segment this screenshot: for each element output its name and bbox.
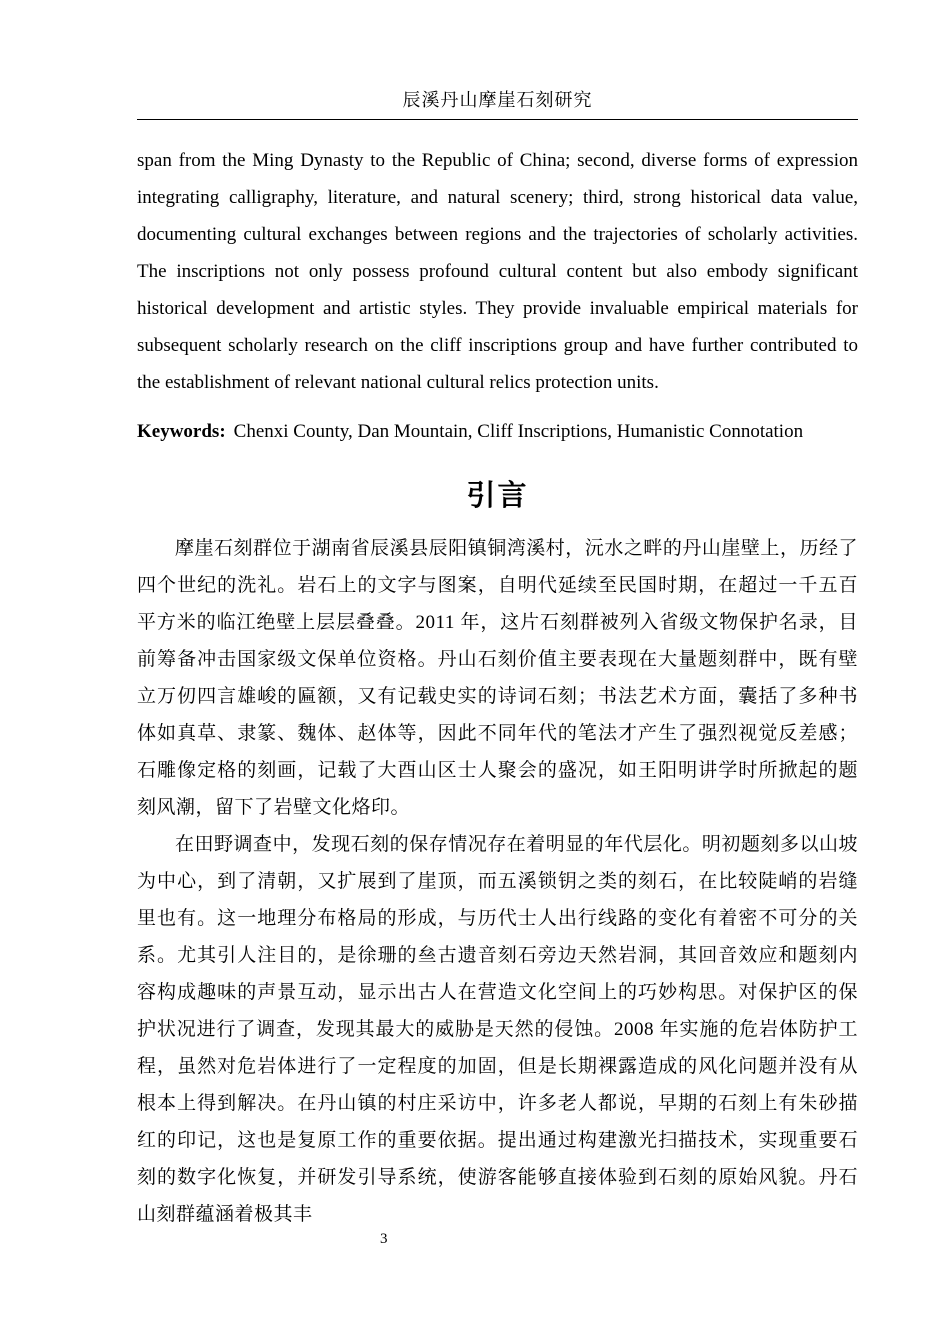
page-number: 3: [380, 1231, 388, 1247]
abstract-continuation-paragraph: span from the Ming Dynasty to the Republic of China; second, diverse forms of expression integrating calligraphy, literature, and natural scenery; third, strong historical data value, documenting cultural exchanges between regions and the trajectories of scholarly activities. The inscriptions not only possess profound cultural content but also embody significant historical development and artistic styles. They provide invaluable empirical materials for subsequent scholarly research on the cliff inscriptions group and have further contributed to the establishment of relevant national cultural relics protection units.: [137, 150, 858, 393]
page-content: [137, 88, 858, 1233]
body-paragraph-1: 摩崖石刻群位于湖南省辰溪县辰阳镇铜湾溪村，沅水之畔的丹山崖壁上，历经了四个世纪的洗礼。岩石上的文字与图案，自明代延续至民国时期，在超过一千五百平方米的临江绝壁上层层叠叠。2011 年，这片石刻群被列入省级文物保护名录，目前筹备冲击国家级文保单位资格。丹山石刻价值主要表现在大量题刻群中，既有壁立万仞四言雄峻的匾额，又有记载史实的诗词石刻；书法艺术方面，囊括了多种书体如真草、隶篆、魏体、赵体等，因此不同年代的笔法才产生了强烈视觉反差感；石雕像定格的刻画，记载了大酉山区士人聚会的盛况，如王阳明讲学时所掀起的题刻风潮，留下了岩壁文化烙印。: [137, 538, 858, 818]
keywords-line: [137, 413, 858, 450]
keywords-label: Keywords:: [137, 421, 226, 442]
running-header-title: 辰溪丹山摩崖石刻研究: [137, 88, 858, 120]
section-heading-introduction: 引言: [466, 480, 529, 512]
keywords-text: Chenxi County, Dan Mountain, Cliff Inscriptions, Humanistic Connotation: [233, 421, 804, 442]
body-paragraph-2: 在田野调查中，发现石刻的保存情况存在着明显的年代层化。明初题刻多以山坡为中心，到了清朝，又扩展到了崖顶，而五溪锁钥之类的刻石，在比较陡峭的岩缝里也有。这一地理分布格局的形成，与历代士人出行线路的变化有着密不可分的关系。尤其引人注目的，是徐珊的亝古遗音刻石旁边天然岩洞，其回音效应和题刻内容构成趣味的声景互动，显示出古人在营造文化空间上的巧妙构思。对保护区的保护状况进行了调查，发现其最大的威胁是天然的侵蚀。2008 年实施的危岩体防护工程，虽然对危岩体进行了一定程度的加固，但是长期裸露造成的风化问题并没有从根本上得到解决。在丹山镇的村庄采访中，许多老人都说，早期的石刻上有朱砂描红的印记，这也是复原工作的重要依据。提出通过构建激光扫描技术，实现重要石刻的数字化恢复，并研发引导系统，使游客能够直接体验到石刻的原始风貌。丹石山刻群蕴涵着极其丰: [137, 834, 858, 1225]
